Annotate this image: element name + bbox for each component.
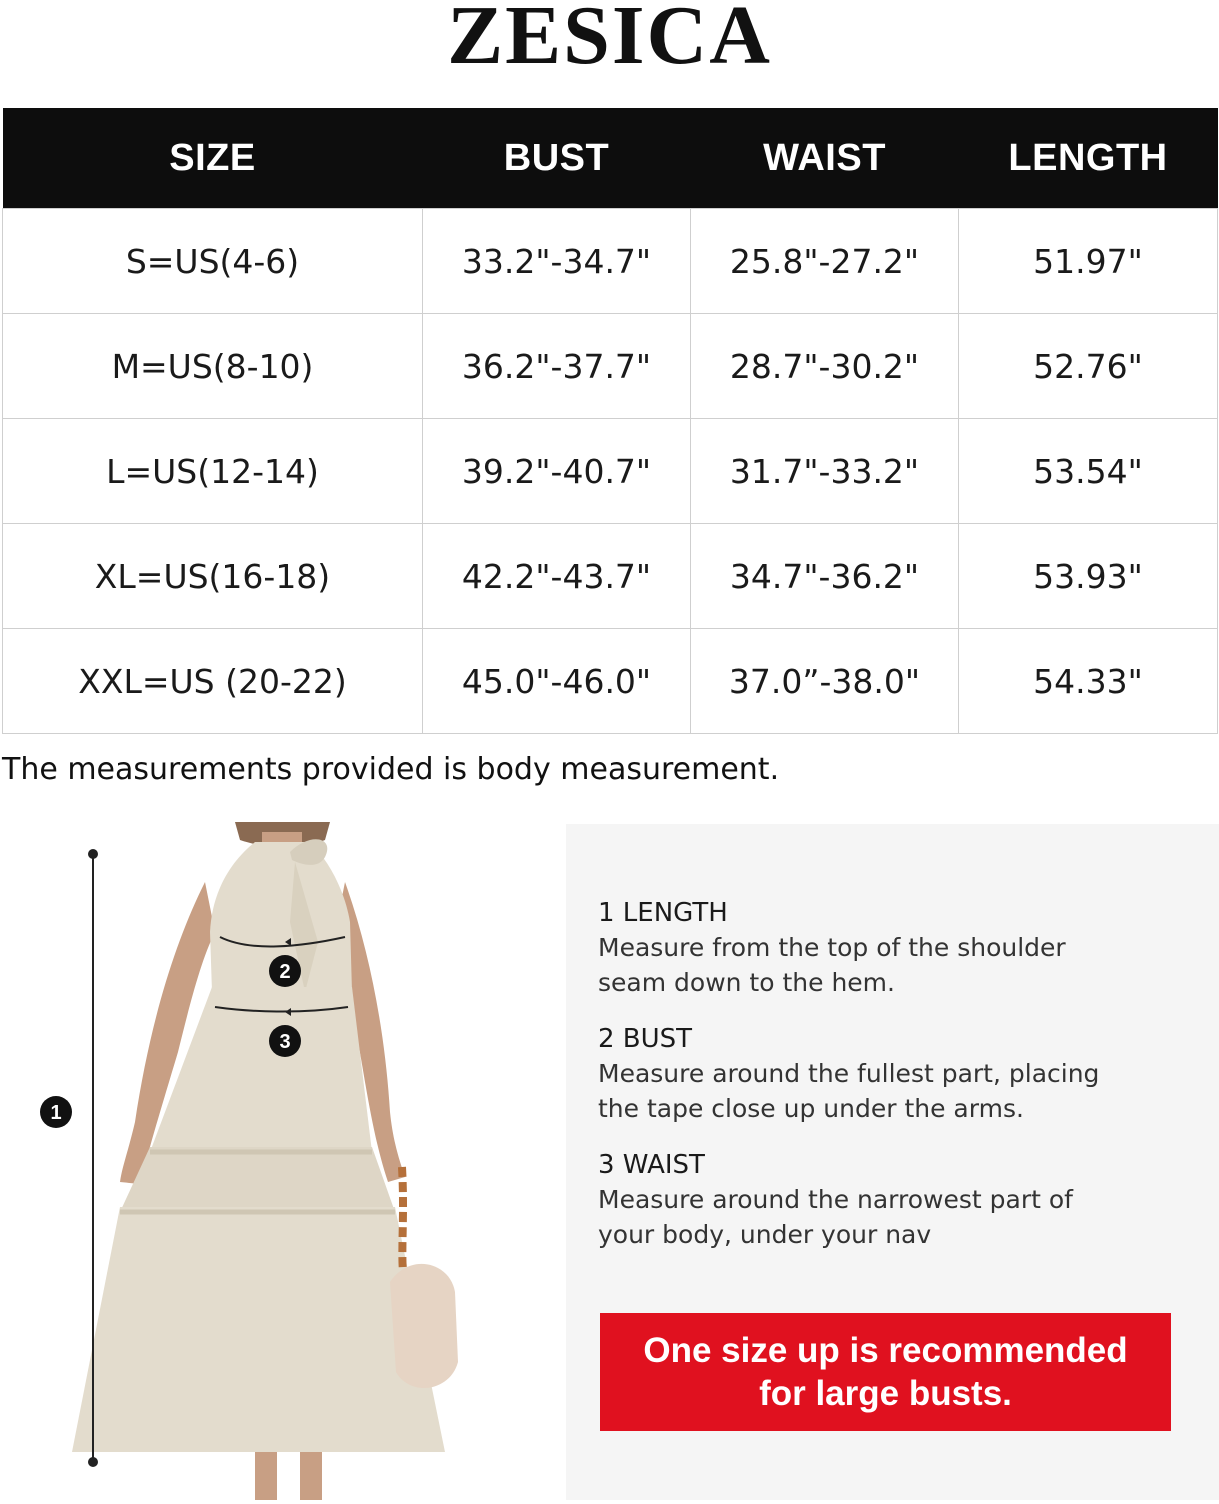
skirt-tier-2 — [120, 1147, 395, 1212]
guide-description-line: seam down to the hem. — [598, 968, 895, 997]
handbag — [390, 1264, 458, 1388]
bust-cell: 36.2"-37.7" — [423, 314, 691, 419]
waist-cell: 28.7"-30.2" — [691, 314, 959, 419]
measurement-note: The measurements provided is body measurement. — [2, 752, 780, 787]
guide-description-line: Measure around the fullest part, placing — [598, 1059, 1100, 1088]
svg-text:1: 1 — [50, 1102, 62, 1124]
length-cell: 52.76" — [959, 314, 1218, 419]
size-cell: XL=US(16-18) — [3, 524, 423, 629]
skirt-tier-3 — [72, 1207, 445, 1452]
length-line-top-dot — [88, 849, 98, 859]
guide-description-line: the tape close up under the arms. — [598, 1094, 1024, 1123]
table-row — [3, 314, 1218, 419]
waist-cell: 31.7"-33.2" — [691, 419, 959, 524]
model-photo — [0, 822, 566, 1500]
measurement-guide — [566, 824, 1219, 1500]
marker-2-icon — [269, 955, 301, 987]
table-row — [3, 629, 1218, 734]
guide-description-line: Measure around the narrowest part of — [598, 1185, 1073, 1214]
table-row — [3, 209, 1218, 314]
leg-shape — [255, 1452, 277, 1500]
guide-item-bust — [598, 1022, 1198, 1126]
leg-shape — [300, 1452, 322, 1500]
guide-item-length — [598, 896, 1198, 1000]
header-bust: BUST — [423, 108, 691, 209]
waist-cell: 37.0”-38.0" — [691, 629, 959, 734]
header-length: LENGTH — [959, 108, 1218, 209]
recommendation-banner — [600, 1313, 1171, 1431]
length-cell: 53.54" — [959, 419, 1218, 524]
guide-title: 2 BUST — [598, 1024, 693, 1054]
guide-title: 1 LENGTH — [598, 898, 728, 928]
size-chart-table — [2, 108, 1218, 734]
bag-chain — [402, 1167, 404, 1282]
size-cell: S=US(4-6) — [3, 209, 423, 314]
marker-1-icon — [40, 1096, 72, 1128]
marker-3-icon — [269, 1025, 301, 1057]
bust-cell: 42.2"-43.7" — [423, 524, 691, 629]
header-waist: WAIST — [691, 108, 959, 209]
dress-illustration — [0, 822, 566, 1500]
length-cell: 53.93" — [959, 524, 1218, 629]
guide-description-line: your body, under your nav — [598, 1220, 932, 1249]
length-cell: 54.33" — [959, 629, 1218, 734]
size-cell: L=US(12-14) — [3, 419, 423, 524]
table-row — [3, 524, 1218, 629]
length-line-bottom-dot — [88, 1457, 98, 1467]
svg-text:2: 2 — [279, 961, 291, 983]
bust-cell: 45.0"-46.0" — [423, 629, 691, 734]
guide-item-waist — [598, 1148, 1198, 1252]
length-cell: 51.97" — [959, 209, 1218, 314]
brand-logo: ZESICA — [447, 0, 772, 82]
bust-cell: 33.2"-34.7" — [423, 209, 691, 314]
header-size: SIZE — [3, 108, 423, 209]
table-row — [3, 419, 1218, 524]
bust-cell: 39.2"-40.7" — [423, 419, 691, 524]
recommendation-text: One size up is recommended for large busts. — [643, 1331, 1128, 1413]
guide-description-line: Measure from the top of the shoulder — [598, 933, 1066, 962]
waist-cell: 25.8"-27.2" — [691, 209, 959, 314]
size-cell: XXL=US (20-22) — [3, 629, 423, 734]
table-header-row — [3, 108, 1218, 209]
guide-title: 3 WAIST — [598, 1150, 705, 1180]
waist-cell: 34.7"-36.2" — [691, 524, 959, 629]
size-cell: M=US(8-10) — [3, 314, 423, 419]
svg-text:3: 3 — [279, 1031, 291, 1053]
